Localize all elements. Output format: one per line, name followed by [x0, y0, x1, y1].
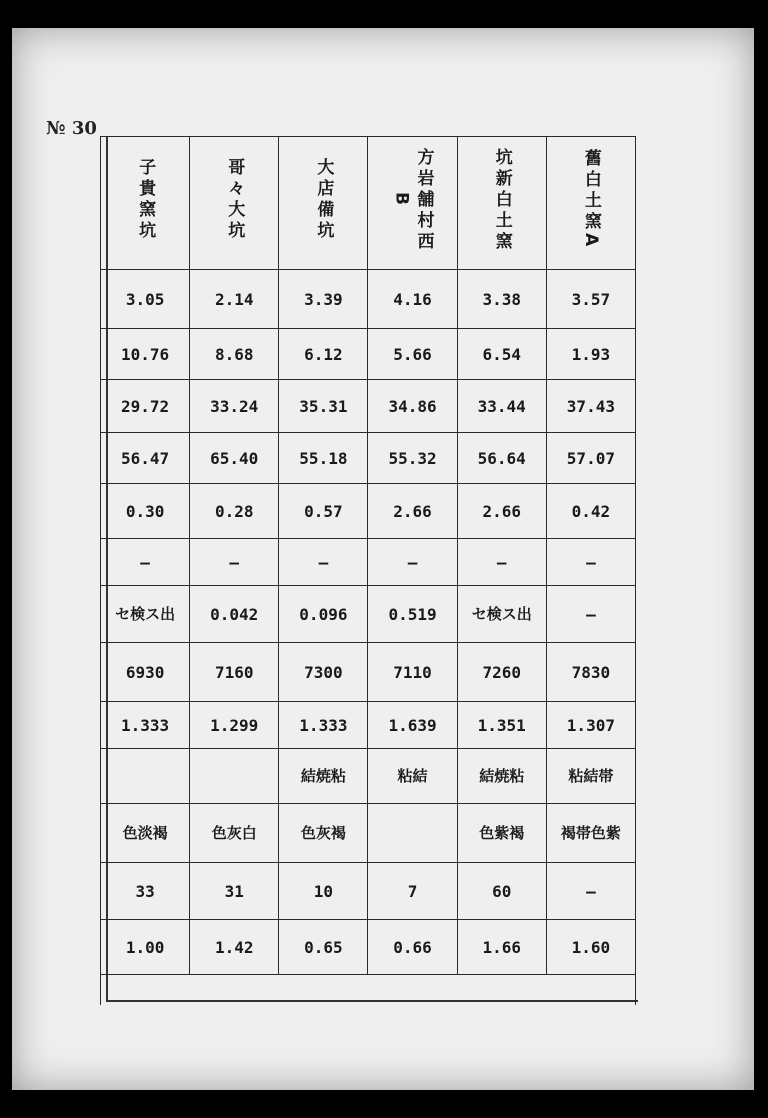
table-cell: 0.042 — [190, 586, 279, 643]
table-row — [101, 749, 636, 804]
header-cell — [457, 137, 546, 270]
table-cell — [190, 804, 279, 863]
table-cell: 1.60 — [546, 920, 635, 975]
table-cell — [546, 804, 635, 863]
table-row — [101, 804, 636, 863]
table-cell: 3.05 — [101, 270, 190, 329]
table-cell: 65.40 — [190, 433, 279, 484]
cell-text: 色紫褐 — [479, 824, 525, 842]
table-cell: 5.66 — [368, 329, 457, 380]
table-row — [101, 329, 636, 380]
table-cell: 60 — [457, 863, 546, 920]
table-cell — [101, 586, 190, 643]
table-cell: 57.07 — [546, 433, 635, 484]
header-label: 哥々大坑 — [224, 158, 245, 242]
table-cell: 2.66 — [368, 484, 457, 539]
header-label: 方岩舗村西B — [391, 147, 434, 253]
table-cell: 7260 — [457, 643, 546, 702]
header-cell — [546, 137, 635, 270]
cell-text: 結焼粘 — [300, 767, 346, 785]
table-cell: 3.38 — [457, 270, 546, 329]
table-cell: 0.28 — [190, 484, 279, 539]
table-cell: 7160 — [190, 643, 279, 702]
table-row — [101, 863, 636, 920]
table-cell: 7830 — [546, 643, 635, 702]
table-cell: 0.519 — [368, 586, 457, 643]
table-cell: 29.72 — [101, 380, 190, 433]
table-cell: 1.299 — [190, 702, 279, 749]
table-cell: 0.096 — [279, 586, 368, 643]
table-cell: 3.39 — [279, 270, 368, 329]
table-cell: — — [190, 539, 279, 586]
table-cell: 7300 — [279, 643, 368, 702]
header-cell — [368, 137, 457, 270]
table-row — [101, 539, 636, 586]
table-row — [101, 433, 636, 484]
cell-text: セ検ス出 — [471, 605, 532, 623]
table-cell: 8.68 — [190, 329, 279, 380]
table-cell — [368, 804, 457, 863]
table-cell: 6.12 — [279, 329, 368, 380]
header-cell — [190, 137, 279, 270]
table-row — [101, 920, 636, 975]
table-cell: 0.65 — [279, 920, 368, 975]
table-cell: 33 — [101, 863, 190, 920]
table-row — [101, 702, 636, 749]
table-cell: — — [546, 863, 635, 920]
table-row — [101, 586, 636, 643]
table-cell: — — [101, 539, 190, 586]
table-cell: 10.76 — [101, 329, 190, 380]
table-cell — [457, 586, 546, 643]
table-cell: 55.18 — [279, 433, 368, 484]
table-cell — [101, 749, 190, 804]
table-cell: 3.57 — [546, 270, 635, 329]
table-cell: 55.32 — [368, 433, 457, 484]
table-cell: 34.86 — [368, 380, 457, 433]
table-cell — [101, 804, 190, 863]
cell-text: 色灰白 — [211, 824, 257, 842]
cell-text: 褐帯色紫 — [560, 824, 621, 842]
page-number: № 30 — [46, 118, 97, 139]
table-cell: 0.66 — [368, 920, 457, 975]
header-label: 舊白土窯A — [580, 149, 601, 251]
table-cell — [279, 804, 368, 863]
table-cell — [457, 804, 546, 863]
table-cell: — — [457, 539, 546, 586]
cell-text: 色灰褐 — [300, 824, 346, 842]
table-cell — [279, 749, 368, 804]
table-row — [101, 380, 636, 433]
table-cell: 10 — [279, 863, 368, 920]
header-row — [101, 137, 636, 270]
table-cell: — — [368, 539, 457, 586]
table-cell: 6930 — [101, 643, 190, 702]
header-label: 大店備坑 — [313, 158, 334, 242]
table-cell-empty — [101, 975, 636, 1006]
table-cell: 37.43 — [546, 380, 635, 433]
table-cell — [546, 749, 635, 804]
table-cell: 6.54 — [457, 329, 546, 380]
table-cell: 35.31 — [279, 380, 368, 433]
cell-text: セ検ス出 — [115, 605, 176, 623]
table-row — [101, 484, 636, 539]
table-cell: 1.42 — [190, 920, 279, 975]
header-label: 坑新白土窯 — [491, 147, 512, 253]
table-cell: 0.57 — [279, 484, 368, 539]
table-cell — [190, 749, 279, 804]
table-row — [101, 643, 636, 702]
header-cell — [279, 137, 368, 270]
table-row-empty — [101, 975, 636, 1006]
table-cell: 7 — [368, 863, 457, 920]
table-cell: 2.14 — [190, 270, 279, 329]
table-cell: 2.66 — [457, 484, 546, 539]
table-cell: 1.639 — [368, 702, 457, 749]
table-cell: 33.44 — [457, 380, 546, 433]
table-cell: 1.00 — [101, 920, 190, 975]
table-cell: 1.66 — [457, 920, 546, 975]
table-row — [101, 270, 636, 329]
header-label: 子貴窯坑 — [135, 158, 156, 242]
table-cell: — — [546, 586, 635, 643]
table-cell: 1.333 — [279, 702, 368, 749]
table-cell: 56.64 — [457, 433, 546, 484]
table-cell: 56.47 — [101, 433, 190, 484]
table-cell: 1.351 — [457, 702, 546, 749]
table-cell: 0.30 — [101, 484, 190, 539]
table-cell: 7110 — [368, 643, 457, 702]
table-cell: 31 — [190, 863, 279, 920]
data-table — [100, 136, 636, 1005]
table-cell: 0.42 — [546, 484, 635, 539]
cell-text: 結焼粘 — [479, 767, 525, 785]
cell-text: 粘結帯 — [568, 767, 614, 785]
table-cell: 1.93 — [546, 329, 635, 380]
table-cell: 4.16 — [368, 270, 457, 329]
header-cell — [101, 137, 190, 270]
table-cell — [457, 749, 546, 804]
cell-text: 色淡褐 — [122, 824, 168, 842]
table-cell: — — [279, 539, 368, 586]
table-cell: 33.24 — [190, 380, 279, 433]
table-cell: 1.333 — [101, 702, 190, 749]
table-cell: 1.307 — [546, 702, 635, 749]
table-cell: — — [546, 539, 635, 586]
table-cell — [368, 749, 457, 804]
cell-text: 粘結 — [397, 767, 428, 785]
